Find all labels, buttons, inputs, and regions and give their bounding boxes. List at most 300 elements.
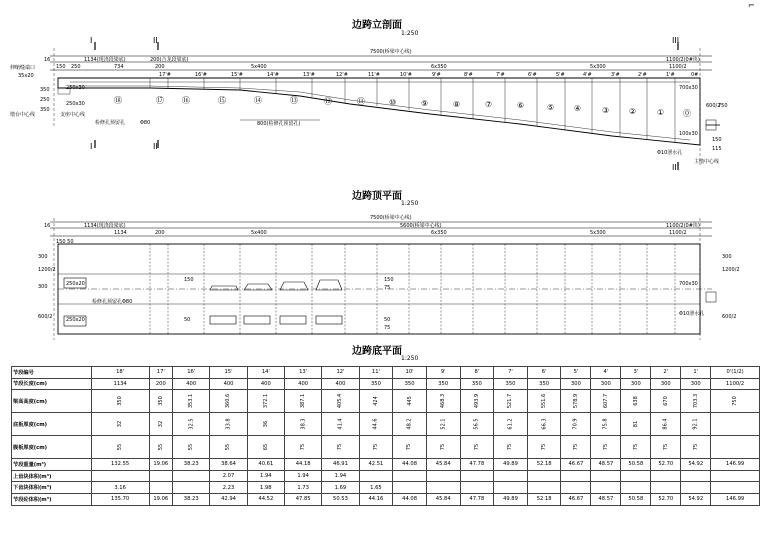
elevation-scale: 1:250 bbox=[401, 30, 419, 37]
table-cell: 424 bbox=[359, 390, 393, 413]
table-cell bbox=[561, 470, 591, 482]
table-row bbox=[12, 390, 760, 413]
table-cell: 75 bbox=[426, 436, 460, 459]
table-cell: 300 bbox=[681, 378, 711, 390]
table-cell bbox=[393, 470, 427, 482]
top-inner-6: 75 bbox=[384, 325, 391, 331]
joint-label: 5'# bbox=[556, 72, 565, 78]
segment-circle-marker: ⑧ bbox=[453, 100, 461, 109]
joint-label: 10'# bbox=[400, 72, 412, 78]
segment-circle-marker: ⑥ bbox=[517, 101, 525, 110]
table-cell: 52.1 bbox=[426, 413, 460, 436]
top-d16: 16 bbox=[44, 223, 51, 229]
top-left-dim-3: 300 bbox=[38, 284, 48, 290]
table-cell: 75 bbox=[527, 436, 561, 459]
table-cell: 350 bbox=[460, 378, 494, 390]
table-cell: 1134 bbox=[91, 378, 149, 390]
table-cell: 36 bbox=[247, 413, 284, 436]
joint-label: 0# bbox=[691, 72, 699, 78]
table-cell: 56.5 bbox=[460, 413, 494, 436]
bottom-plan-title: 边跨底平面 bbox=[352, 346, 402, 357]
table-cell bbox=[393, 482, 427, 494]
joint-label: 17'# bbox=[159, 72, 171, 78]
table-row bbox=[12, 482, 760, 494]
top-d1100: 1100/2(0#块) bbox=[666, 223, 700, 229]
segment-circle-marker: ⑨ bbox=[421, 99, 429, 108]
joint-label: 1'# bbox=[666, 72, 675, 78]
table-cell bbox=[527, 482, 561, 494]
table-cell: 48.2 bbox=[393, 413, 427, 436]
table-cell: 638 bbox=[621, 390, 651, 413]
table-cell: 1.65 bbox=[359, 482, 393, 494]
segment-circle-marker: ⓪ bbox=[683, 109, 691, 118]
section-III-label-bottom: III bbox=[672, 163, 680, 172]
elev-circle-markers bbox=[114, 96, 691, 118]
table-cell: 75.8 bbox=[591, 413, 621, 436]
table-cell bbox=[149, 470, 173, 482]
joint-label: 9'# bbox=[432, 72, 441, 78]
elev-left-dim-3: 350 bbox=[40, 107, 50, 113]
elev-right-dim-3: 150 bbox=[712, 137, 722, 143]
joint-label: 14'# bbox=[267, 72, 279, 78]
table-cell: 400 bbox=[284, 378, 321, 390]
table-cell bbox=[149, 482, 173, 494]
elev-d5x300: 5x300 bbox=[590, 64, 606, 70]
segment-circle-marker: ⑪ bbox=[357, 97, 365, 106]
bottom-plan-scale: 1:250 bbox=[401, 355, 419, 362]
segment-circle-marker: ⑤ bbox=[547, 103, 555, 112]
table-cell bbox=[426, 482, 460, 494]
top-d1100b: 1100/2 bbox=[669, 230, 687, 236]
table-cell bbox=[711, 413, 760, 436]
table-cell: 350 bbox=[149, 390, 173, 413]
elev-d150: 150 bbox=[56, 64, 66, 70]
elev-seg-1100: 1100/2 bbox=[669, 64, 687, 70]
table-cell bbox=[711, 436, 760, 459]
table-cell bbox=[681, 482, 711, 494]
table-cell bbox=[621, 482, 651, 494]
joint-label: 12'# bbox=[336, 72, 348, 78]
table-cell: 300 bbox=[621, 378, 651, 390]
table-cell: 49.89 bbox=[494, 459, 528, 471]
joint-label: 11'# bbox=[368, 72, 380, 78]
table-header-cell: 0'(1/2) bbox=[711, 367, 760, 379]
table-cell: 445 bbox=[393, 390, 427, 413]
table-cell: 468.3 bbox=[426, 390, 460, 413]
top-left-dim-2: 1200/2 bbox=[38, 267, 56, 273]
table-cell: 52.70 bbox=[651, 493, 681, 505]
table-cell: 1.69 bbox=[322, 482, 359, 494]
table-cell bbox=[711, 470, 760, 482]
table-cell: 1.94 bbox=[322, 470, 359, 482]
table-cell: 300 bbox=[561, 378, 591, 390]
table-cell: 92.1 bbox=[681, 413, 711, 436]
elev-label-35: 35x20 bbox=[18, 73, 34, 79]
table-cell: 400 bbox=[322, 378, 359, 390]
top-lbl-hole: 检修孔预留孔Φ80 bbox=[92, 299, 133, 305]
elev-label-center: 主墩中心线 bbox=[694, 159, 720, 165]
table-header-cell: 18' bbox=[91, 367, 149, 379]
segment-circle-marker: ⑭ bbox=[254, 96, 262, 105]
top-d5600: 5600(桥梁中心线) bbox=[400, 223, 442, 229]
table-cell: 46.91 bbox=[322, 459, 359, 471]
table-cell: 1100/2 bbox=[711, 378, 760, 390]
elev-d6x350: 6x350 bbox=[431, 64, 447, 70]
table-row bbox=[12, 378, 760, 390]
table-header-cell: 12' bbox=[322, 367, 359, 379]
table-cell bbox=[561, 482, 591, 494]
table-cell: 350 bbox=[426, 378, 460, 390]
table-cell: 135.70 bbox=[91, 493, 149, 505]
top-right-dim-3: 600/2 bbox=[722, 314, 737, 320]
top-pier-block bbox=[706, 292, 716, 302]
table-cell: 300 bbox=[591, 378, 621, 390]
table-row bbox=[12, 493, 760, 505]
table-cell: 44.08 bbox=[393, 493, 427, 505]
table-cell: 146.99 bbox=[711, 459, 760, 471]
segment-circle-marker: ⑫ bbox=[324, 97, 332, 106]
table-cell: 47.85 bbox=[284, 493, 321, 505]
table-cell: 2.23 bbox=[210, 482, 247, 494]
table-cell: 70.9 bbox=[561, 413, 591, 436]
table-cell bbox=[711, 482, 760, 494]
joint-label: 16'# bbox=[195, 72, 207, 78]
table-cell: 66.3 bbox=[527, 413, 561, 436]
table-cell: 46.67 bbox=[561, 459, 591, 471]
elev-right-dim-2: 600/2 bbox=[706, 103, 721, 109]
table-header-cell: 8' bbox=[460, 367, 494, 379]
table-header-cell: 17' bbox=[149, 367, 173, 379]
table-cell: 45.84 bbox=[426, 459, 460, 471]
top-lbl-250b: 250x20 bbox=[66, 317, 85, 323]
table-cell: 32.5 bbox=[173, 413, 210, 436]
elevation-title: 边跨立剖面 bbox=[352, 20, 402, 31]
table-cell: 55 bbox=[91, 436, 149, 459]
table-header-cell: 13' bbox=[284, 367, 321, 379]
joint-label: 6'# bbox=[528, 72, 537, 78]
section-III-label-top: III bbox=[672, 36, 680, 45]
table-cell: 353.1 bbox=[173, 390, 210, 413]
table-cell: 350 bbox=[359, 378, 393, 390]
row-label: 节段长度(cm) bbox=[12, 378, 92, 390]
table-cell bbox=[173, 470, 210, 482]
row-label: 上齿块体积(m³) bbox=[12, 470, 92, 482]
elev-label-drain: Φ10泄水孔 bbox=[657, 150, 683, 156]
table-cell: 48.57 bbox=[591, 493, 621, 505]
top-d150: 150 50 bbox=[56, 239, 74, 245]
section-II-label-bottom: II bbox=[153, 142, 158, 151]
table-cell: 1.94 bbox=[284, 470, 321, 482]
table-cell: 387.1 bbox=[284, 390, 321, 413]
table-cell: 41.4 bbox=[322, 413, 359, 436]
table-cell: 54.92 bbox=[681, 459, 711, 471]
segment-circle-marker: ⑦ bbox=[485, 100, 493, 109]
corner-mark: ⌐ bbox=[748, 1, 755, 10]
top-d5x400: 5x400 bbox=[251, 230, 267, 236]
table-cell: 350 bbox=[91, 390, 149, 413]
table-cell bbox=[460, 482, 494, 494]
top-inner-4: 75 bbox=[384, 285, 391, 291]
table-cell: 47.78 bbox=[460, 459, 494, 471]
table-cell: 493.9 bbox=[460, 390, 494, 413]
table-cell bbox=[359, 470, 393, 482]
elev-d734: 734 bbox=[114, 64, 124, 70]
section-II-label-top: II bbox=[153, 36, 158, 45]
table-cell: 44.18 bbox=[284, 459, 321, 471]
table-row bbox=[12, 436, 760, 459]
table-cell: 607.7 bbox=[591, 390, 621, 413]
elev-label-pier: 伸缩缝端口 bbox=[10, 65, 36, 71]
table-cell: 44.08 bbox=[393, 459, 427, 471]
table-cell: 146.99 bbox=[711, 493, 760, 505]
elev-d16: 16 bbox=[44, 57, 51, 63]
elev-seg-200: 200(合龙段梁底) bbox=[150, 57, 189, 63]
top-d5x300: 5x300 bbox=[590, 230, 606, 236]
top-d6x350: 6x350 bbox=[431, 230, 447, 236]
top-right-dim-1: 300 bbox=[722, 254, 732, 260]
table-header-cell: 9' bbox=[426, 367, 460, 379]
table-cell bbox=[681, 470, 711, 482]
table-cell: 400 bbox=[247, 378, 284, 390]
table-cell: 521.7 bbox=[494, 390, 528, 413]
top-lbl-250a: 250x20 bbox=[66, 281, 85, 287]
table-header-cell: 2' bbox=[651, 367, 681, 379]
table-cell: 47.78 bbox=[460, 493, 494, 505]
table-cell: 132.55 bbox=[91, 459, 149, 471]
table-header-cell: 6' bbox=[527, 367, 561, 379]
table-cell: 54.92 bbox=[681, 493, 711, 505]
segment-circle-marker: ① bbox=[657, 108, 665, 117]
elev-label-hole-d: Φ80 bbox=[140, 120, 151, 126]
table-cell: 670 bbox=[651, 390, 681, 413]
top-total-dim: 7500(桥梁中心线) bbox=[370, 215, 412, 221]
top-lbl-700: 700x30 bbox=[679, 281, 698, 287]
table-cell: 19.06 bbox=[149, 493, 173, 505]
table-cell: 3.16 bbox=[91, 482, 149, 494]
elev-label-abut: 墩台中心线 bbox=[10, 112, 36, 118]
elev-label-hole: 检修孔预留孔 bbox=[95, 120, 126, 126]
elev-right-dim-1: 750 bbox=[718, 103, 728, 109]
segment-circle-marker: ⑰ bbox=[156, 96, 164, 105]
table-cell: 44.6 bbox=[359, 413, 393, 436]
segment-circle-marker: ⑩ bbox=[389, 98, 397, 107]
table-header-cell: 10' bbox=[393, 367, 427, 379]
joint-label: 2'# bbox=[638, 72, 647, 78]
top-left-dim-1: 300 bbox=[38, 254, 48, 260]
table-cell: 200 bbox=[149, 378, 173, 390]
top-plan-title: 边跨顶平面 bbox=[352, 191, 402, 202]
table-cell: 86.4 bbox=[651, 413, 681, 436]
table-header-cell: 节段编号 bbox=[12, 367, 92, 379]
row-label: 梁高高度(cm) bbox=[12, 390, 92, 413]
table-cell bbox=[651, 482, 681, 494]
table-cell: 1.94 bbox=[247, 470, 284, 482]
table-cell: 40.61 bbox=[247, 459, 284, 471]
table-cell bbox=[591, 470, 621, 482]
top-plan-scale: 1:250 bbox=[401, 200, 419, 207]
table-header-cell: 3' bbox=[621, 367, 651, 379]
table-cell: 1.98 bbox=[247, 482, 284, 494]
top-right-dim-2: 1200/2 bbox=[722, 267, 740, 273]
table-row bbox=[12, 470, 760, 482]
table-cell: 38.3 bbox=[284, 413, 321, 436]
table-cell: 703.3 bbox=[681, 390, 711, 413]
table-cell: 44.16 bbox=[359, 493, 393, 505]
table-cell: 32 bbox=[149, 413, 173, 436]
table-cell: 75 bbox=[681, 436, 711, 459]
segment-table bbox=[11, 366, 760, 506]
table-cell: 38.23 bbox=[173, 459, 210, 471]
elev-d5x400: 5x400 bbox=[251, 64, 267, 70]
table-cell: 52.18 bbox=[527, 493, 561, 505]
table-cell: 45.84 bbox=[426, 493, 460, 505]
segment-circle-marker: ⑬ bbox=[290, 96, 298, 105]
table-cell: 350 bbox=[494, 378, 528, 390]
table-cell: 55 bbox=[173, 436, 210, 459]
table-cell: 578.9 bbox=[561, 390, 591, 413]
table-header-cell: 15' bbox=[210, 367, 247, 379]
table-cell: 750 bbox=[711, 390, 760, 413]
elev-right-dim-4: 115 bbox=[712, 146, 722, 152]
elev-bottom-slab bbox=[70, 86, 690, 140]
row-label: 腹板厚度(cm) bbox=[12, 436, 92, 459]
table-cell: 75 bbox=[359, 436, 393, 459]
table-cell bbox=[591, 482, 621, 494]
segment-circle-marker: ⑮ bbox=[218, 96, 226, 105]
table-cell: 400 bbox=[210, 378, 247, 390]
table-header-cell: 11' bbox=[359, 367, 393, 379]
table-cell bbox=[91, 470, 149, 482]
top-seg-1134: 1134(现浇段梁底) bbox=[84, 223, 126, 229]
joint-label: 8'# bbox=[464, 72, 473, 78]
table-header-cell: 5' bbox=[561, 367, 591, 379]
table-cell bbox=[621, 470, 651, 482]
elev-d200: 200 bbox=[155, 64, 165, 70]
table-cell: 551.6 bbox=[527, 390, 561, 413]
table-cell: 32 bbox=[91, 413, 149, 436]
table-cell: 52.18 bbox=[527, 459, 561, 471]
table-cell: 75 bbox=[284, 436, 321, 459]
table-cell: 55 bbox=[149, 436, 173, 459]
table-cell: 19.06 bbox=[149, 459, 173, 471]
table-cell: 46.67 bbox=[561, 493, 591, 505]
row-label: 底板厚度(cm) bbox=[12, 413, 92, 436]
elev-label-800: 800(检修孔预留孔) bbox=[257, 121, 301, 127]
table-cell: 75 bbox=[561, 436, 591, 459]
joint-label: 13'# bbox=[303, 72, 315, 78]
table-cell: 38.64 bbox=[210, 459, 247, 471]
section-I-label-top: I bbox=[90, 36, 93, 45]
segment-circle-marker: ⑱ bbox=[114, 96, 122, 105]
table-cell bbox=[494, 470, 528, 482]
table-cell: 75 bbox=[494, 436, 528, 459]
table-cell: 42.94 bbox=[210, 493, 247, 505]
elev-label-250a: 250x30 bbox=[66, 85, 85, 91]
elev-label-250b: 250x30 bbox=[66, 101, 85, 107]
table-cell: 50.58 bbox=[621, 493, 651, 505]
elev-left-dim-1: 350 bbox=[40, 87, 50, 93]
table-cell bbox=[460, 470, 494, 482]
elev-seg-1134: 1134(现浇段梁底) bbox=[84, 57, 126, 63]
table-cell: 48.57 bbox=[591, 459, 621, 471]
top-d1134: 1134 bbox=[114, 230, 127, 236]
top-inner-1: 150 bbox=[184, 277, 194, 283]
elev-d250: 250 bbox=[71, 64, 81, 70]
table-cell: 52.70 bbox=[651, 459, 681, 471]
table-cell bbox=[173, 482, 210, 494]
joint-label: 7'# bbox=[496, 72, 505, 78]
table-cell: 44.52 bbox=[247, 493, 284, 505]
table-cell: 350 bbox=[527, 378, 561, 390]
table-cell: 81 bbox=[621, 413, 651, 436]
table-cell: 372.1 bbox=[247, 390, 284, 413]
segment-circle-marker: ⑯ bbox=[182, 96, 190, 105]
table-header-cell: 1' bbox=[681, 367, 711, 379]
elev-label-100: 100x30 bbox=[679, 131, 698, 137]
elev-seg-1100-top: 1100/2(0#块) bbox=[666, 57, 700, 63]
top-lbl-drain: Φ10泄水孔 bbox=[679, 311, 705, 317]
elev-label-700: 700x30 bbox=[679, 85, 698, 91]
table-cell bbox=[651, 470, 681, 482]
table-header-cell: 16' bbox=[173, 367, 210, 379]
table-cell: 61.2 bbox=[494, 413, 528, 436]
table-cell: 33.8 bbox=[210, 413, 247, 436]
section-I-label-bottom: I bbox=[90, 142, 93, 151]
table-cell: 2.07 bbox=[210, 470, 247, 482]
table-cell bbox=[494, 482, 528, 494]
table-cell: 400 bbox=[173, 378, 210, 390]
elev-total-dim: 7500(桥梁中心线) bbox=[370, 49, 412, 55]
top-inner-3: 150 bbox=[384, 277, 394, 283]
top-left-dim-4: 600/2 bbox=[38, 314, 53, 320]
elev-left-dim-2: 250 bbox=[40, 97, 50, 103]
joint-label: 3'# bbox=[611, 72, 620, 78]
row-label: 节段砼体积(m³) bbox=[12, 493, 92, 505]
joint-label: 4'# bbox=[583, 72, 592, 78]
table-cell: 75 bbox=[460, 436, 494, 459]
top-d200: 200 bbox=[155, 230, 165, 236]
segment-circle-marker: ③ bbox=[602, 106, 610, 115]
joint-label: 15'# bbox=[231, 72, 243, 78]
table-cell: 75 bbox=[651, 436, 681, 459]
elev-label-support: 支座中心线 bbox=[60, 112, 86, 118]
table-cell: 75 bbox=[621, 436, 651, 459]
table-cell: 38.23 bbox=[173, 493, 210, 505]
table-cell: 50.58 bbox=[621, 459, 651, 471]
table-header-cell: 4' bbox=[591, 367, 621, 379]
table-header-cell: 7' bbox=[494, 367, 528, 379]
table-cell: 75 bbox=[393, 436, 427, 459]
table-cell: 1.73 bbox=[284, 482, 321, 494]
table-cell: 75 bbox=[591, 436, 621, 459]
table-cell: 65 bbox=[247, 436, 284, 459]
table-cell bbox=[527, 470, 561, 482]
segment-circle-marker: ② bbox=[629, 107, 637, 116]
table-cell: 55 bbox=[210, 436, 247, 459]
top-inner-5: 50 bbox=[384, 317, 391, 323]
table-header-cell: 14' bbox=[247, 367, 284, 379]
segment-circle-marker: ④ bbox=[574, 104, 582, 113]
table-cell: 300 bbox=[651, 378, 681, 390]
row-label: 节段重量(m³) bbox=[12, 459, 92, 471]
table-cell: 360.6 bbox=[210, 390, 247, 413]
table-cell: 50.53 bbox=[322, 493, 359, 505]
table-row bbox=[12, 413, 760, 436]
table-cell: 350 bbox=[393, 378, 427, 390]
table-cell: 49.89 bbox=[494, 493, 528, 505]
table-cell: 75 bbox=[322, 436, 359, 459]
table-cell: 405.4 bbox=[322, 390, 359, 413]
